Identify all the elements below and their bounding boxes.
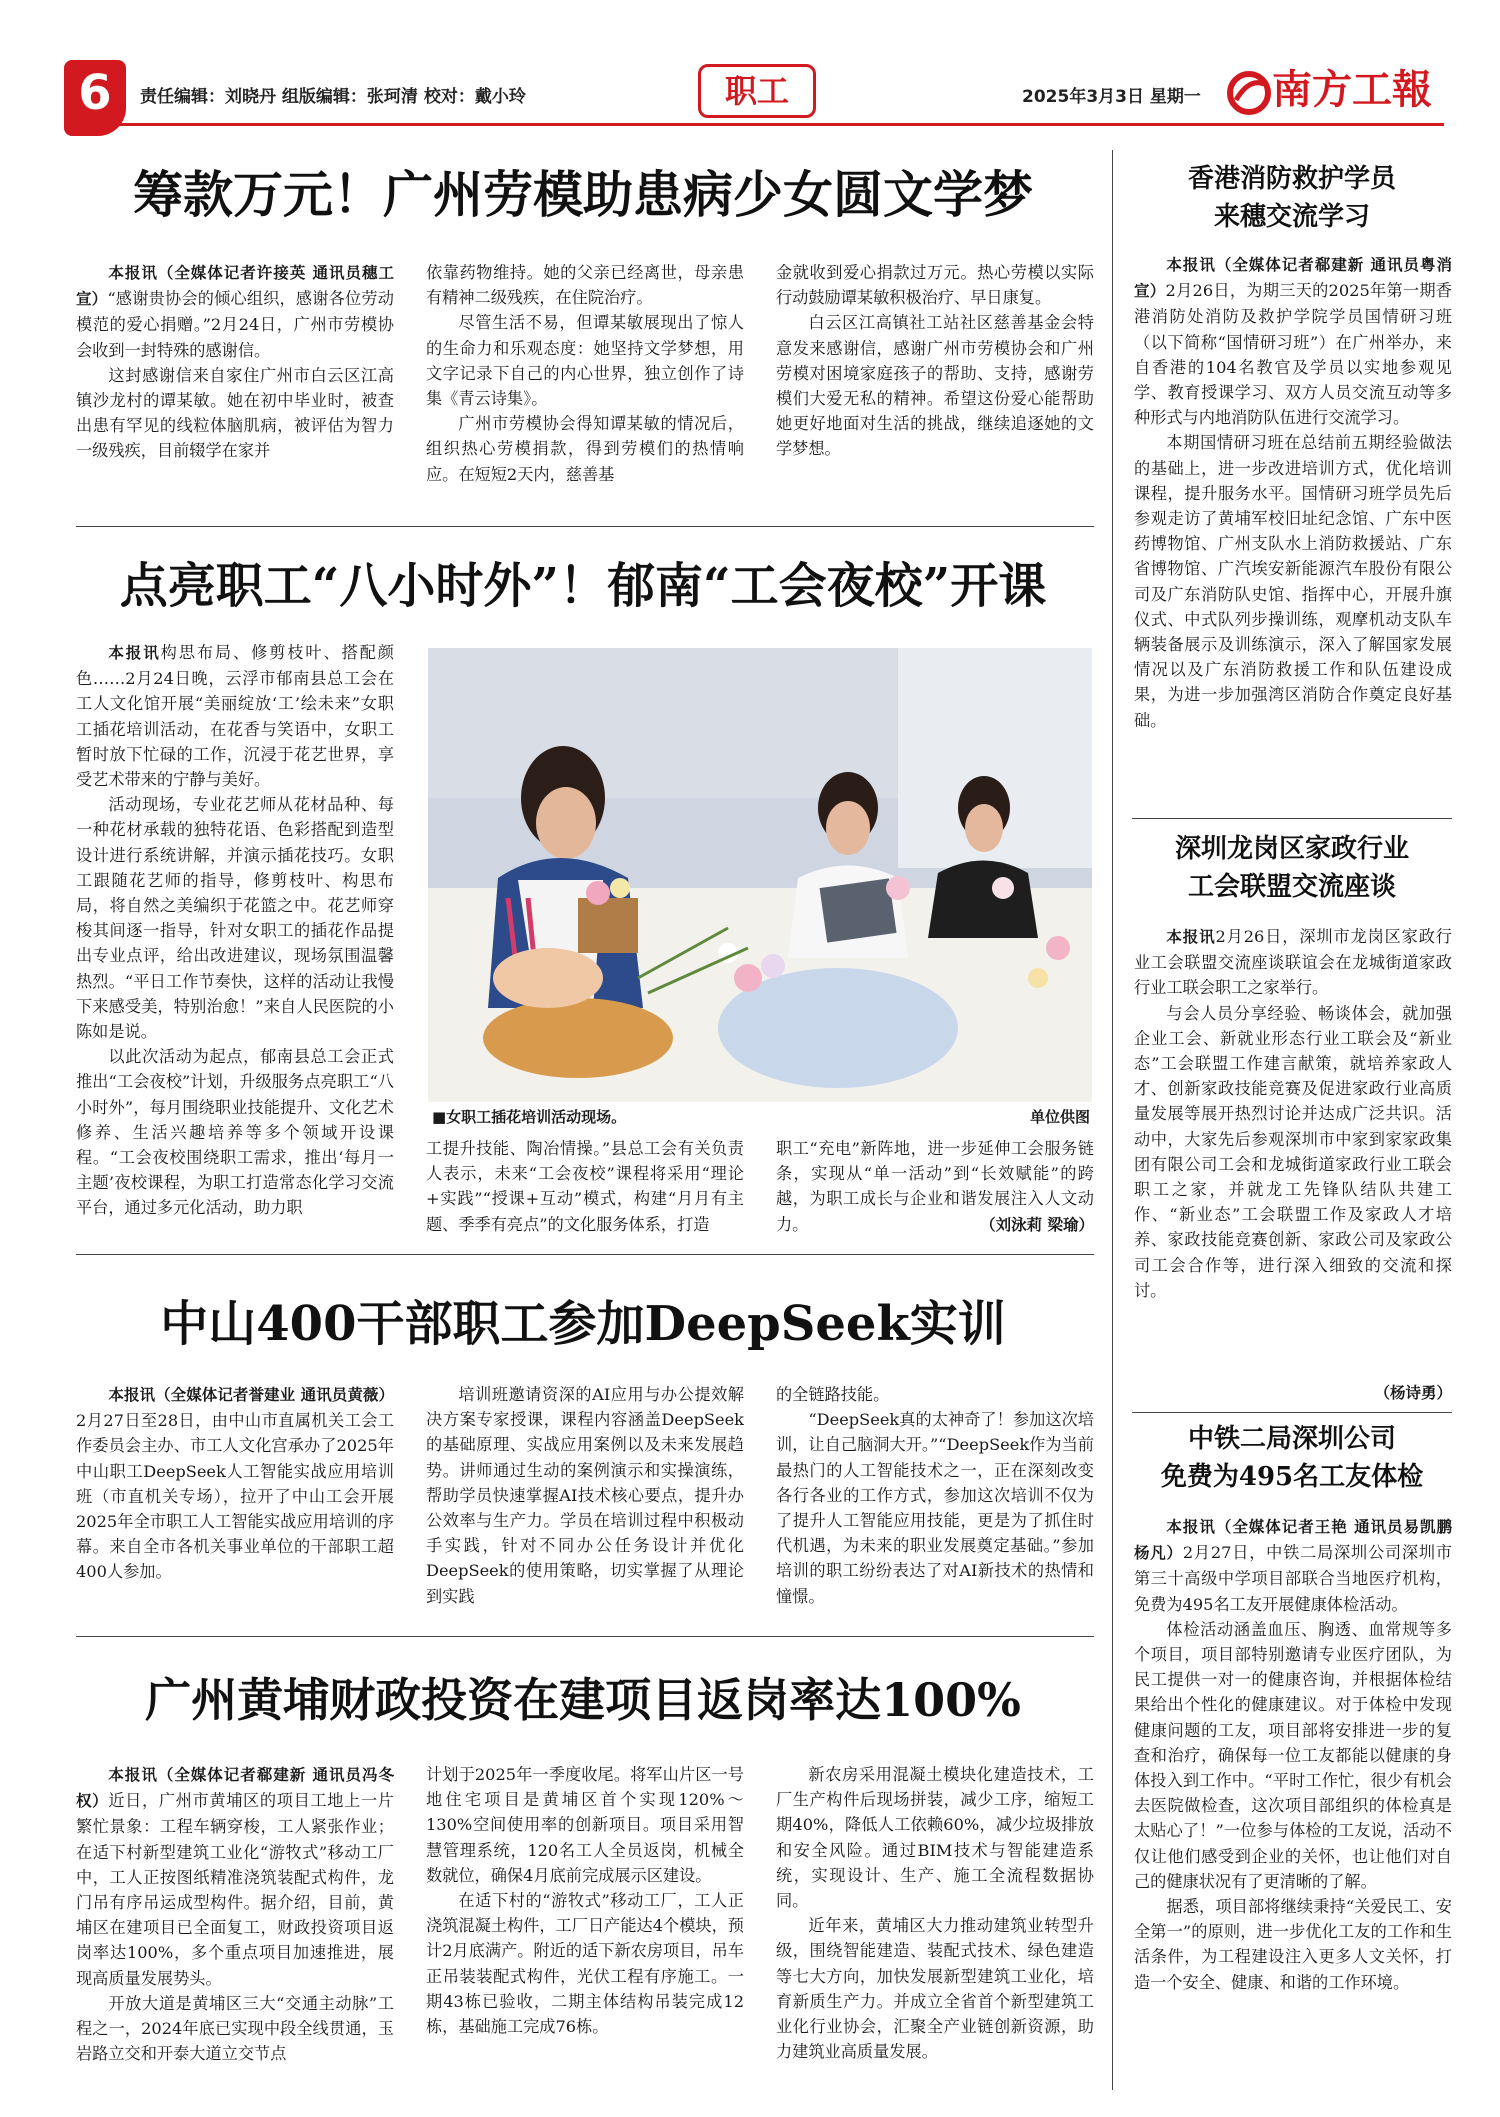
- article1-col2: [426, 260, 744, 510]
- paragraph: [426, 411, 744, 487]
- sidebar-divider: [1112, 150, 1113, 2090]
- paragraph: [1134, 924, 1452, 1001]
- dateline: 本报讯（全媒体记者誉建业 通讯员黄薇）: [108, 1386, 394, 1404]
- divider: [1132, 1412, 1452, 1413]
- dateline: 本报讯（全媒体记者王艳 通讯员易凯鹏 杨凡）: [1134, 1518, 1452, 1563]
- masthead-rule: [64, 123, 1444, 126]
- paragraph: [776, 1762, 1094, 1913]
- photo-credit: 单位供图: [1029, 1108, 1090, 1126]
- sidebar2-body: [1134, 924, 1452, 1380]
- article2-headline: 点亮职工“八小时外”！郁南“工会夜校”开课: [119, 558, 1047, 614]
- paragraph: [426, 260, 744, 310]
- sidebar3-title-line2: 免费为495名工友体检: [1160, 1462, 1424, 1492]
- dateline: 本报讯: [108, 644, 161, 662]
- paragraph-text: 在适下村的“游牧式”移动工厂，工人正浇筑混凝土构件，工厂日产能达4个模块，预计2月底满产。附近的适下新农房项目，吊车正吊装装配式构件，光伏工程有序施工。一期43栋已验收，二期主体结构吊装完成12栋，基础施工完成76栋。: [426, 1891, 744, 2037]
- sidebar1-body: [1134, 252, 1452, 812]
- paragraph: [776, 1382, 1094, 1407]
- paragraph-text: 计划于2025年一季度收尾。将军山片区一号地住宅项目是黄埔区首个实现120%～130%空间使用率的创新项目。项目采用智慧管理系统，120名工人全员返岗，机械全数就位，确保4月底前完成展示区建设。: [426, 1765, 744, 1885]
- article4-headline: 广州黄埔财政投资在建项目返岗率达100%: [145, 1673, 1021, 1727]
- sidebar1-title-line1: 香港消防救护学员: [1187, 164, 1396, 194]
- sidebar3-title-line1: 中铁二局深圳公司: [1187, 1424, 1396, 1454]
- paragraph: [776, 310, 1094, 461]
- sidebar1-title: [1132, 160, 1452, 240]
- paragraph-text: 2月27日至28日，由中山市直属机关工会工作委员会主办、市工人文化宫承办了2025年中山职工DeepSeek人工智能实战应用培训班（市直机关专场），拉开了中山工会开展2025年全市职工人工智能实战应用培训的序幕。来自全市各机关事业单位的干部职工超400人参加。: [76, 1411, 394, 1582]
- paragraph-text: 2月26日，深圳市龙岗区家政行业工会联盟交流座谈联谊会在龙城街道家政行业工联会职工之家举行。: [1134, 927, 1452, 998]
- article1-col1: [76, 260, 394, 510]
- dateline: 本报讯: [1166, 928, 1216, 946]
- dateline: 本报讯（全媒体记者郗建新 通讯员冯冬权）: [76, 1766, 394, 1811]
- paragraph: [1134, 1894, 1452, 1995]
- paragraph-text: 活动现场，专业花艺师从花材品种、每一种花材承载的独特花语、色彩搭配到造型设计进行系统讲解，并演示插花技巧。女职工跟随花艺师的指导，修剪枝叶、构思布局，将自然之美编织于花篮之中。花艺师穿梭其间逐一指导，针对女职工的插花作品提出专业点评，给出改进建议，现场氛围温馨热烈。“平日工作节奏快，这样的活动让我慢下来感受美，特别治愈！”来自人民医院的小陈如是说。: [76, 795, 394, 1042]
- paragraph-text: 工提升技能、陶冶情操。”县总工会有关负责人表示，未来“工会夜校”课程将采用“理论+实践”“授课+互动”模式，构建“月月有主题、季季有亮点”的文化服务体系，打造: [426, 1139, 744, 1234]
- paragraph-text: “DeepSeek真的太神奇了！参加这次培训，让自己脑洞大开。”“DeepSeek作为当前最热门的人工智能技术之一，正在深刻改变各行各业的工作方式，参加这次培训不仅为了提升人工智能应用技能，更是为了抓住时代机遇，为未来的职业发展奠定基础。”参加培训的职工纷纷表达了对AI新技术的热情和憧憬。: [776, 1410, 1094, 1606]
- article2-byline: （刘泳莉 梁瑜）: [980, 1216, 1094, 1234]
- paragraph: [76, 260, 394, 363]
- paragraph-text: 这封感谢信来自家住广州市白云区江高镇沙龙村的谭某敏。她在初中毕业时，被查出患有罕见的线粒体脑肌病，被评估为智力一级残疾，目前辍学在家并: [76, 365, 394, 461]
- paragraph-text: “感谢贵协会的倾心组织，感谢各位劳动模范的爱心捐赠。”2月24日，广州市劳模协会收到一封特殊的感谢信。: [76, 289, 394, 360]
- article2-col1: [76, 640, 394, 1240]
- article4-col3: [776, 1762, 1094, 2092]
- paragraph: [776, 1407, 1094, 1609]
- divider: [76, 526, 1094, 527]
- paragraph: [1134, 430, 1452, 732]
- paragraph: [76, 363, 394, 464]
- article1-headline: 筹款万元！广州劳模助患病少女圆文学梦: [133, 165, 1033, 224]
- divider: [1132, 818, 1452, 819]
- divider: [76, 1254, 1094, 1255]
- paragraph-text: 2月26日，为期三天的2025年第一期香港消防处消防及救护学院学员国情研习班（以下简称“国情研习班”）在广州举办，来自香港的104名教官及学员以实地参观见学、教育授课学习、双方人员交流互动等多种形式与内地消防队伍进行交流学习。: [1134, 281, 1452, 428]
- article2-col2: [426, 1136, 744, 1236]
- issue-date: 2025年3月3日 星期一: [1022, 87, 1201, 107]
- divider: [76, 1636, 1094, 1637]
- article3-col3: [776, 1382, 1094, 1612]
- paragraph: [76, 640, 394, 792]
- photo-illustration: [428, 648, 1092, 1102]
- sidebar3-title: [1132, 1420, 1452, 1500]
- paragraph: [1134, 1001, 1452, 1303]
- article1-col3: [776, 260, 1094, 510]
- paragraph-text: 广州市劳模协会得知谭某敏的情况后，组织热心劳模捐款，得到劳模们的热情响应。在短短2天内，慈善基: [426, 414, 744, 484]
- paragraph: [76, 1762, 394, 1991]
- editor-credits: 责任编辑：刘晓丹 组版编辑：张珂清 校对：戴小玲: [140, 87, 526, 107]
- paragraph-text: 尽管生活不易，但谭某敏展现出了惊人的生命力和乐观态度：她坚持文学梦想，用文字记录下自己的内心世界，独立创作了诗集《青云诗集》。: [426, 313, 744, 409]
- sidebar2-byline: （杨诗勇）: [1374, 1384, 1452, 1402]
- sidebar2-title-line2: 工会联盟交流座谈: [1187, 872, 1396, 902]
- paragraph-text: 构思布局、修剪枝叶、搭配颜色……2月24日晚，云浮市郁南县总工会在工人文化馆开展“美丽绽放‘工’绘未来”女职工插花培训活动，在花香与笑语中，女职工暂时放下忙碌的工作，沉浸于花艺世界，享受艺术带来的宁静与美好。: [76, 643, 394, 790]
- sidebar3-body: [1134, 1514, 1452, 2100]
- paragraph-text: 2月27日，中铁二局深圳公司深圳市第三十高级中学项目部联合当地医疗机构，免费为495名工友开展健康体检活动。: [1134, 1543, 1452, 1614]
- dateline: 本报讯（全媒体记者郗建新 通讯员粤消宣）: [1134, 256, 1452, 301]
- paragraph-text: 以此次活动为起点，郁南县总工会正式推出“工会夜校”计划，升级服务点亮职工“八小时外”，每月围绕职业技能提升、文化艺术修养、生活兴趣培养等多个领域开设课程。“工会夜校围绕职工需求，推出‘每月一主题’夜校课程，为职工打造常态化学习交流平台，通过多元化活动，助力职: [76, 1047, 394, 1218]
- paragraph: [76, 1382, 394, 1585]
- paragraph: [76, 1044, 394, 1220]
- paragraph: [426, 1762, 744, 1888]
- article3-col1: [76, 1382, 394, 1612]
- newspaper-logo: 南方工報: [1272, 66, 1432, 113]
- newspaper-logo-icon: [1226, 70, 1272, 116]
- paragraph: [776, 1913, 1094, 2064]
- sidebar2-title-line1: 深圳龙岗区家政行业: [1174, 834, 1409, 864]
- article3-headline: 中山400干部职工参加DeepSeek实训: [160, 1296, 1006, 1352]
- paragraph: [1134, 1514, 1452, 1617]
- article4-col1: [76, 1762, 394, 2092]
- sidebar2-title: [1132, 830, 1452, 910]
- paragraph-text: 近年来，黄埔区大力推动建筑业转型升级，围绕智能建造、装配式技术、绿色建造等七大方向，加快发展新型建筑工业化，培育新质生产力。并成立全省首个新型建筑工业化行业协会，汇聚全产业链创新资源，助力建筑业高质量发展。: [776, 1916, 1094, 2062]
- paragraph-text: 开放大道是黄埔区三大“交通主动脉”工程之一，2024年底已实现中段全线贯通，玉岩路立交和开泰大道立交节点: [76, 1993, 394, 2064]
- paragraph: [76, 1991, 394, 2067]
- paragraph-text: 培训班邀请资深的AI应用与办公提效解决方案专家授课，课程内容涵盖DeepSeek的基础原理、实战应用案例以及未来发展趋势。讲师通过生动的案例演示和实操演练，帮助学员快速掌握AI技术核心要点，提升办公效率与生产力。学员在培训过程中积极动手实践，针对不同办公任务设计并优化DeepSeek的使用策略，切实掌握了从理论到实践: [426, 1385, 744, 1606]
- article4-col2: [426, 1762, 744, 2092]
- paragraph-text: 金就收到爱心捐款过万元。热心劳模以实际行动鼓励谭某敏积极治疗、早日康复。: [776, 263, 1094, 308]
- paragraph-text: 本期国情研习班在总结前五期经验做法的基础上，进一步改进培训方式，优化培训课程，提升服务水平。国情研习班学员先后参观走访了黄埔军校旧址纪念馆、广东中医药博物馆、广州支队水上消防救援站、广东省博物馆、广汽埃安新能源汽车股份有限公司及广东消防队史馆、指挥中心，开展升旗仪式、中式队列步操训练，观摩机动支队车辆装备展示及训练演示，深入了解国家发展情况以及广东消防救援工作和队伍建设成果，为进一步加强湾区消防合作奠定良好基础。: [1134, 433, 1452, 730]
- photo-caption: ■女职工插花培训活动现场。: [432, 1108, 627, 1126]
- paragraph-text: 新农房采用混凝土模块化建造技术，工厂生产构件后现场拼装，减少工序，缩短工期40%，降低人工依赖60%，减少垃圾排放和安全风险。通过BIM技术与智能建造系统，实现设计、生产、施工全流程数据协同。: [776, 1765, 1094, 1911]
- dateline: 本报讯（全媒体记者许接英 通讯员穗工宣）: [76, 264, 394, 309]
- paragraph: [1134, 252, 1452, 430]
- paragraph-text: 白云区江高镇社工站社区慈善基金会特意发来感谢信，感谢广州市劳模协会和广州劳模对困境家庭孩子的帮助、支持，感谢劳模们大爱无私的精神。希望这份爱心能帮助她更好地面对生活的挑战，继续追逐她的文学梦想。: [776, 313, 1094, 459]
- section-label: 职工: [698, 64, 816, 118]
- paragraph: [426, 1888, 744, 2039]
- paragraph-text: 与会人员分享经验、畅谈体会，就加强企业工会、新就业形态行业工联会及“新业态”工会联盟工作建言献策，就培养家政人才、创新家政技能竞赛及促进家政行业高质量发展等展开热烈讨论并达成广泛共识。活动中，大家先后参观深圳市中家到家家政集团有限公司工会和龙城街道家政行业工联会职工之家，并就龙工先锋队结队共建工作、“新业态”工会联盟工作及家政人才培养、家政技能竞赛创新、家政公司及家政公司工会合作等，进行深入细致的交流和探讨。: [1134, 1003, 1452, 1300]
- paragraph-text: 近日，广州市黄埔区的项目工地上一片繁忙景象：工程车辆穿梭，工人紧张作业；在适下村新型建筑工业化“游牧式”移动工厂中，工人正按图纸精准浇筑装配式构件，龙门吊有序吊运成型构件。据介绍，目前，黄埔区在建项目已全面复工，财政投资项目返岗率达100%，多个重点项目加速推进，展现高质量发展势头。: [76, 1791, 394, 1988]
- page-number: 6: [64, 60, 126, 136]
- paragraph-text: 据悉，项目部将继续秉持“关爱民工、安全第一”的原则，进一步优化工友的工作和生活条件，为工程建设注入更多人文关怀，打造一个安全、健康、和谐的工作环境。: [1134, 1897, 1452, 1992]
- paragraph: [1134, 1617, 1452, 1894]
- flower-workshop-photo: [428, 648, 1092, 1102]
- paragraph-text: 体检活动涵盖血压、胸透、血常规等多个项目，项目部特别邀请专业医疗团队，为民工提供一对一的健康咨询，并根据体检结果给出个性化的健康建议。对于体检中发现健康问题的工友，项目部将安排进一步的复查和治疗，确保每一位工友都能以健康的身体投入到工作中。“平时工作忙，很少有机会去医院做检查，这次项目部组织的体检真是太贴心了！”一位参与体检的工友说，活动不仅让他们感受到企业的关怀，也让他们对自己的健康状况有了更清晰的了解。: [1134, 1619, 1452, 1891]
- article3-col2: [426, 1382, 744, 1612]
- sidebar1-title-line2: 来穗交流学习: [1213, 202, 1370, 232]
- paragraph-text: 的全链路技能。: [776, 1385, 890, 1404]
- paragraph: [426, 1382, 744, 1609]
- paragraph: [776, 260, 1094, 310]
- paragraph-text: 职工“充电”新阵地，进一步延伸工会服务链条，实现从“单一活动”到“长效赋能”的跨越，为职工成长与企业和谐发展注入人文动力。: [776, 1139, 1094, 1234]
- paragraph: [76, 792, 394, 1044]
- paragraph-text: 依靠药物维持。她的父亲已经离世，母亲患有精神二级残疾，在住院治疗。: [426, 263, 744, 308]
- paragraph: [426, 310, 744, 411]
- paragraph: [426, 1136, 744, 1237]
